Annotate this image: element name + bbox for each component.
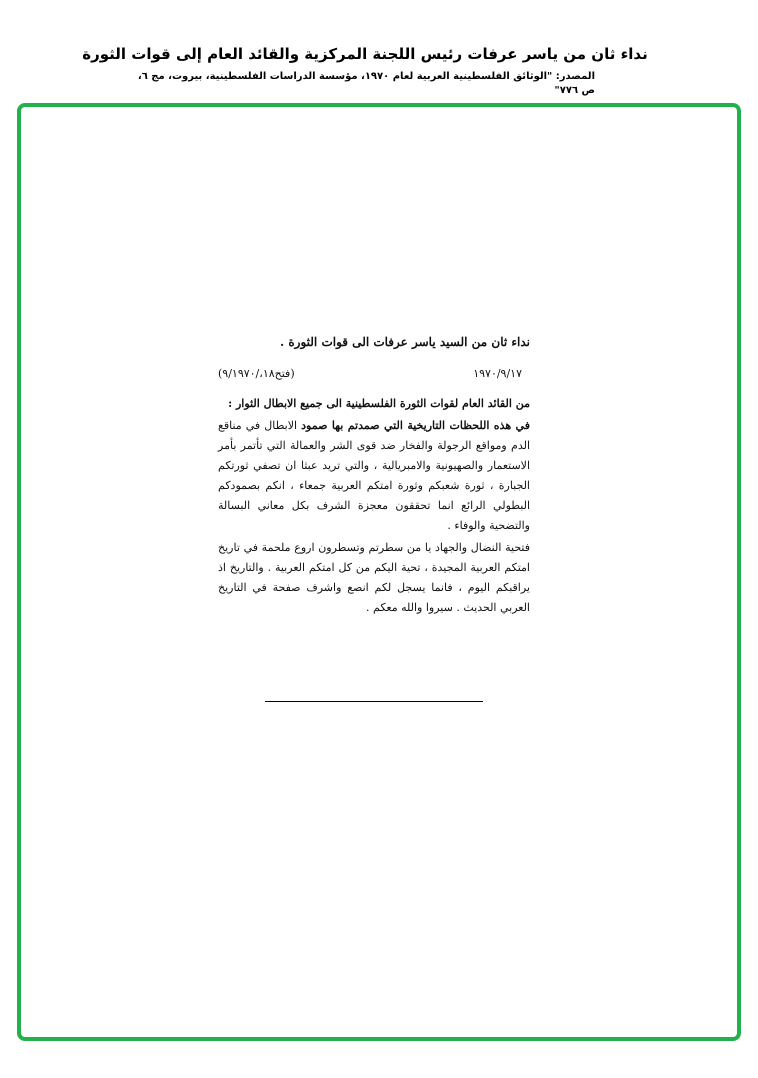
document-date-reference: (فتح١٨،/٩/١٩٧٠) — [218, 367, 295, 380]
paragraph-2 — [218, 538, 530, 618]
page-title: نداء ثان من ياسر عرفات رئيس اللجنة المركزية والقائد العام إلى قوات الثورة — [82, 45, 648, 63]
dateline — [214, 364, 530, 384]
closing-rule — [265, 701, 483, 702]
paragraph-2-text: فتحية النضال والجهاد يا من سطرتم وتسطرون اروع ملحمة في تاريخ امتكم العربية المجيدة ، تحية اليكم من كل امتكم العربية . والتاريخ اذ يراقبكم اليوم ، فانما يسجل لكم انصع واشرف صفحة في التاريخ العربي الحديث . سيروا والله معكم . — [218, 541, 530, 614]
document-title: نداء ثان من السيد ياسر عرفات الى قوات الثورة . — [280, 335, 530, 349]
paragraph-1 — [218, 416, 530, 536]
paragraph-1-text: الابطال في مناقع الدم ومواقع الرجولة والفخار ضد قوى الشر والعمالة التي تأتمر بأمر الاستعمار والصهيونية والامبريالية ، والتي تريد عبثا ان تصفي ثورتكم الجبارة ، ثورة شعبكم وثورة امتكم العربية جمعاء ، انكم بصمودكم البطولي الرائع انما تحققون معجزة الشرف بكل معاني البسالة والتضحية والوفاء . — [218, 419, 530, 532]
paragraph-1-lead: في هذه اللحظات التاريخية التي صمدتم بها صمود — [301, 419, 530, 432]
document-date: ١٩٧٠/٩/١٧ — [473, 367, 522, 380]
source-citation: المصدر: "الوثائق الفلسطينية العربية لعام ١٩٧٠، مؤسسة الدراسات الفلسطينية، بيروت، مج ٦، ص ٧٧٦" — [137, 71, 595, 96]
addressee: من القائد العام لقوات الثورة الفلسطينية الى جميع الابطال الثوار : — [228, 397, 530, 410]
document-body — [218, 394, 530, 620]
